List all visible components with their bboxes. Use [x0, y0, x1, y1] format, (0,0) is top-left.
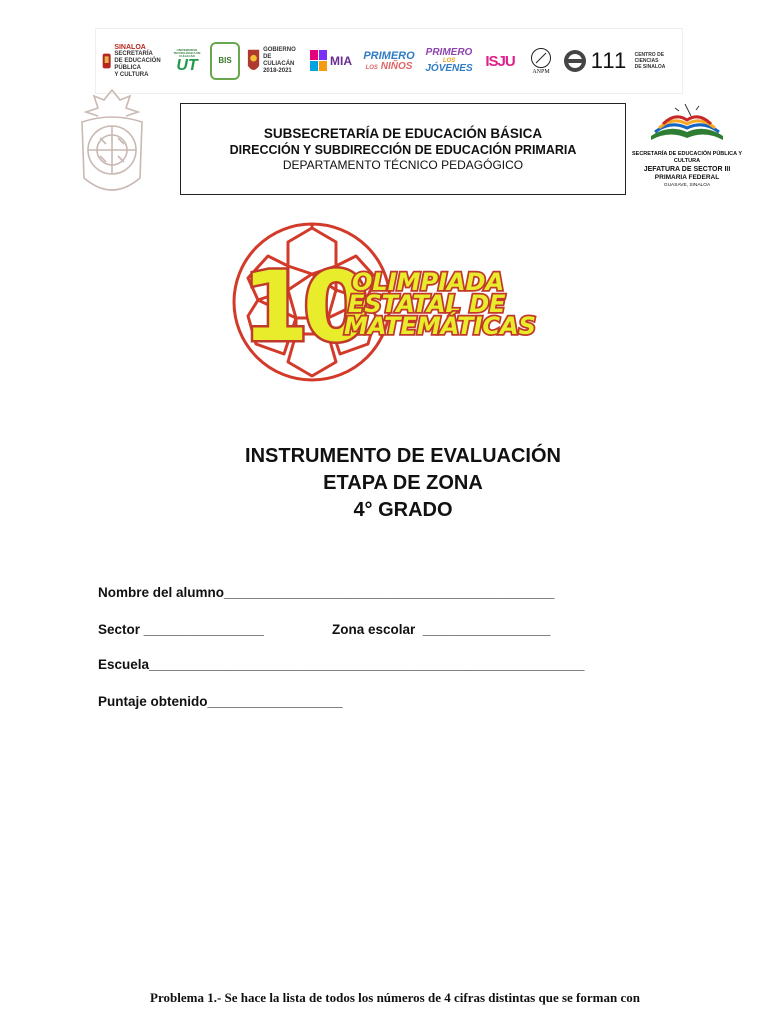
- jefatura-logo: [628, 100, 746, 200]
- departamento-heading: DEPARTAMENTO TÉCNICO PEDAGÓGICO: [282, 158, 524, 172]
- olympiad-number: 10: [242, 251, 364, 363]
- sector-field[interactable]: Sector ________________: [98, 622, 264, 637]
- olimpiada-word: OLIMPIADA: [352, 268, 505, 296]
- primero-ninos-label: PRIMERO: [363, 49, 415, 62]
- mia-blocks-icon: [310, 50, 328, 72]
- mia-logo: [308, 50, 354, 72]
- sepyc-label: SECRETARÍA DE EDUCACIÓN PÚBLICA Y CULTURA: [631, 151, 742, 164]
- open-book-icon: [645, 100, 729, 142]
- bis-label: BIS: [218, 56, 232, 65]
- puntaje-field[interactable]: Puntaje obtenido__________________: [98, 694, 343, 709]
- title-grado: 4° GRADO: [353, 499, 453, 521]
- estatal-word: ESTATAL DE: [348, 290, 506, 318]
- sinaloa-sec-label: SECRETARÍA: [114, 50, 153, 57]
- sponsor-logo-strip: [95, 28, 683, 94]
- guasave-label: GUASAVE, SINALOA: [663, 183, 711, 188]
- title-instrumento: INSTRUMENTO DE EVALUACIÓN: [245, 445, 561, 467]
- escuela-field[interactable]: Escuela__________________________________________________________: [98, 657, 585, 672]
- isju-label: ISJU: [485, 52, 515, 70]
- ut-label: UT: [176, 56, 198, 74]
- anpm-emblem-icon: [530, 47, 552, 69]
- student-name-field[interactable]: Nombre del alumno____________________________________________: [98, 585, 555, 600]
- ut-sub-label: UNIVERSIDAD TECNOLÓGICA DE CULIACÁN: [173, 47, 201, 58]
- ciencias-label: CIENCIAS: [634, 58, 659, 64]
- subsecretaria-heading: SUBSECRETARÍA DE EDUCACIÓN BÁSICA: [263, 126, 543, 141]
- sinaloa-state-seal-icon: [74, 86, 150, 204]
- centro-ciencias-logo: [630, 52, 670, 70]
- bis-logo: [210, 42, 240, 80]
- seal-logo: [562, 49, 588, 73]
- title-etapa: ETAPA DE ZONA: [323, 472, 483, 494]
- anpm-label: ANPM: [532, 69, 550, 75]
- sinaloa-centro-label: DE SINALOA: [634, 64, 666, 70]
- culiacan-shield-icon: [246, 46, 261, 76]
- matematicas-word: MATEMÁTICAS: [344, 312, 536, 340]
- los-jovenes-article: LOS: [442, 58, 456, 64]
- gobierno-logo: [246, 46, 302, 76]
- eleven-logo: [590, 48, 628, 73]
- header-box: [180, 103, 626, 195]
- centro-label: CENTRO DE: [634, 52, 665, 58]
- evaluation-title: [0, 443, 768, 524]
- ut-logo: [170, 49, 204, 74]
- zona-escolar-field[interactable]: Zona escolar _________________: [332, 622, 551, 637]
- sinaloa-shield-icon: [102, 46, 111, 76]
- jovenes-label: JÓVENES: [425, 63, 473, 74]
- sinaloa-logo: [102, 44, 164, 79]
- primaria-federal-label: PRIMARIA FEDERAL: [654, 174, 720, 181]
- round-seal-icon: [563, 49, 587, 73]
- mia-label: MIA: [330, 54, 352, 68]
- olimpiada-emblem: [216, 216, 548, 388]
- period-label: 2018-2021: [263, 68, 292, 74]
- direccion-heading: DIRECCIÓN Y SUBDIRECCIÓN DE EDUCACIÓN PRIMARIA: [229, 143, 577, 157]
- sinaloa-label: SINALOA: [114, 43, 146, 51]
- sinaloa-cultura-label: Y CULTURA: [114, 71, 149, 78]
- eleven-label: 111: [590, 48, 628, 73]
- primero-jovenes-label: PRIMERO: [425, 47, 473, 58]
- anpm-logo: [526, 47, 556, 75]
- primero-ninos-logo: [360, 51, 418, 72]
- primero-jovenes-logo: [424, 48, 474, 74]
- ninos-label: [366, 62, 413, 72]
- isju-logo: [480, 54, 520, 69]
- sinaloa-sep-label: DE EDUCACIÓN PÚBLICA: [114, 57, 161, 71]
- los-ninos-article: LOS: [365, 64, 378, 71]
- jefatura-label: JEFATURA DE SECTOR III: [643, 166, 731, 173]
- gobierno-label: GOBIERNO: [263, 47, 296, 53]
- problem-1-text: Problema 1.- Se hace la lista de todos los números de 4 cifras distintas que se forman con: [150, 990, 640, 1005]
- culiacan-label: DE CULIACÁN: [263, 54, 295, 67]
- ninos-word: NIÑOS: [380, 60, 413, 72]
